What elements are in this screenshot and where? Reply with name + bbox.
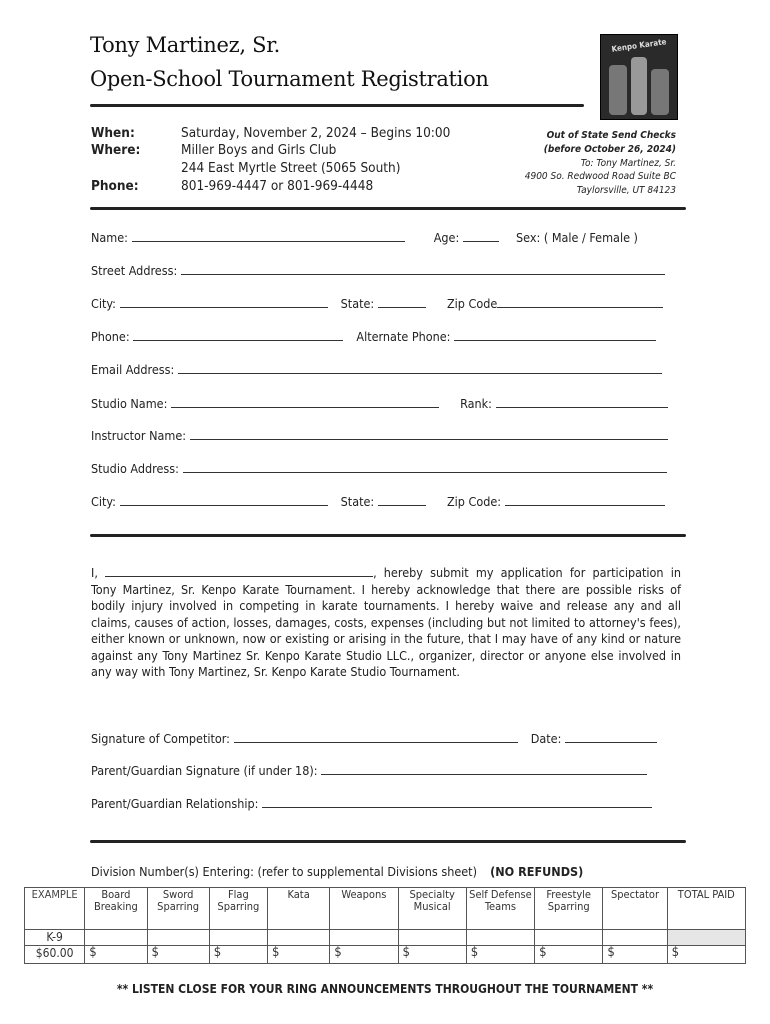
kata-amount[interactable]: $ [267, 946, 329, 964]
name-row [91, 230, 681, 245]
studio-state-label: State: [340, 494, 375, 509]
instructor-row [91, 428, 681, 443]
kenpo-karate-logo [600, 34, 678, 120]
header-weapons: Weapons [330, 888, 398, 930]
studio-city-label: City: [91, 494, 116, 509]
total-paid-shaded-cell [667, 930, 745, 946]
studio-city-row [91, 494, 681, 509]
guardian-relationship-row [91, 796, 681, 811]
city-row [91, 296, 681, 311]
zip-label: Zip Code [446, 296, 498, 311]
state-field[interactable] [378, 296, 426, 308]
phone-row [91, 329, 681, 344]
total-paid-amount[interactable]: $ [667, 946, 745, 964]
when-label: When: [91, 125, 135, 141]
mail-line-4: 4900 So. Redwood Road Suite BC [524, 171, 676, 182]
guardian-signature-label: Parent/Guardian Signature (if under 18): [91, 763, 318, 778]
waiver-lead: I, [91, 565, 98, 580]
mail-line-3: To: Tony Martinez, Sr. [580, 158, 676, 169]
competitor-signature-row [91, 731, 681, 746]
kata-division-cell[interactable] [267, 930, 329, 946]
email-row [91, 362, 681, 377]
example-division-number: K-9 [25, 930, 85, 946]
self-defense-division-cell[interactable] [466, 930, 534, 946]
competitor-signature-label: Signature of Competitor: [91, 731, 230, 746]
header-total-paid: TOTAL PAID [667, 888, 745, 930]
studio-zip-field[interactable] [505, 494, 665, 506]
signature-divider [90, 840, 686, 843]
mail-line-2: (before October 26, 2024) [543, 144, 676, 155]
header-specialty-musical: Specialty Musical [398, 888, 466, 930]
zip-field[interactable] [497, 296, 663, 308]
header-kata: Kata [267, 888, 329, 930]
city-label: City: [91, 296, 116, 311]
header-flag-sparring: Flag Sparring [209, 888, 267, 930]
instructor-field[interactable] [190, 428, 668, 440]
state-label: State: [340, 296, 375, 311]
street-field[interactable] [181, 263, 665, 275]
waiver-paragraph [91, 565, 681, 681]
title-divider [90, 104, 584, 107]
sword-sparring-division-cell[interactable] [147, 930, 209, 946]
weapons-amount[interactable]: $ [330, 946, 398, 964]
age-field[interactable] [463, 230, 499, 242]
self-defense-amount[interactable]: $ [466, 946, 534, 964]
sword-sparring-amount[interactable]: $ [147, 946, 209, 964]
date-label: Date: [530, 731, 562, 746]
guardian-signature-row [91, 763, 681, 778]
phone-label: Phone: [91, 178, 139, 194]
amount-row [25, 946, 746, 964]
waiver-text-1: , hereby submit my application for participation [373, 565, 664, 580]
name-field[interactable] [132, 230, 405, 242]
flag-sparring-amount[interactable]: $ [209, 946, 267, 964]
studio-field[interactable] [171, 396, 439, 408]
header-example: EXAMPLE [25, 888, 85, 930]
spectator-amount[interactable]: $ [603, 946, 667, 964]
ring-announcement-footer: ** LISTEN CLOSE FOR YOUR RING ANNOUNCEMENTS THROUGHOUT THE TOURNAMENT ** [116, 982, 654, 996]
mail-line-5: Taylorsville, UT 84123 [576, 185, 676, 196]
guardian-signature-field[interactable] [321, 763, 647, 775]
competitor-signature-field[interactable] [234, 731, 518, 743]
rank-label: Rank: [460, 396, 492, 411]
division-number-row [25, 930, 746, 946]
alt-phone-label: Alternate Phone: [356, 329, 451, 344]
sex-options[interactable]: Sex: ( Male / Female ) [516, 230, 638, 245]
email-field[interactable] [178, 362, 662, 374]
studio-city-field[interactable] [120, 494, 328, 506]
where-label: Where: [91, 142, 141, 158]
street-row [91, 263, 681, 278]
instructor-label: Instructor Name: [91, 428, 187, 443]
email-label: Email Address: [91, 362, 175, 377]
title-line-2: Open-School Tournament Registration [90, 67, 489, 91]
info-divider [90, 207, 686, 210]
where-value-2: 244 East Myrtle Street (5065 South) [181, 160, 401, 176]
flag-sparring-division-cell[interactable] [209, 930, 267, 946]
guardian-relationship-label: Parent/Guardian Relationship: [91, 796, 259, 811]
divisions-header-row [25, 888, 746, 930]
mail-line-1: Out of State Send Checks [546, 130, 676, 141]
title-line-1: Tony Martinez, Sr. [90, 33, 281, 57]
when-value: Saturday, November 2, 2024 – Begins 10:00 [181, 125, 451, 141]
studio-address-row [91, 461, 681, 476]
phone-field-label: Phone: [91, 329, 130, 344]
specialty-musical-amount[interactable]: $ [398, 946, 466, 964]
name-label: Name: [91, 230, 128, 245]
age-label: Age: [433, 230, 460, 245]
freestyle-sparring-division-cell[interactable] [535, 930, 603, 946]
studio-address-label: Studio Address: [91, 461, 179, 476]
waiver-text-2: in Tony Martinez, Sr. Kenpo Karate Tournament. I hereby acknowledge that there are possible risks of bodily injury involved in competing in karate tournaments. I hereby waive and release any and all claims, causes of action, losses, damages, costs, expenses (including but not limited to attorney's fees), either known or unknown, now or existing or arising in the future, that I may have of any kind or nature against any Tony Martinez Sr. Kenpo Karate Studio LLC., organizer, director or anyone else involved in any way with Tony Martinez, Sr. Kenpo Karate Studio Tournament. [91, 565, 681, 679]
form-divider [90, 534, 686, 537]
studio-row [91, 396, 681, 411]
divisions-table [24, 887, 746, 964]
where-value-1: Miller Boys and Girls Club [181, 142, 337, 158]
alt-phone-field[interactable] [454, 329, 656, 341]
phone-value: 801-969-4447 or 801-969-4448 [181, 178, 374, 194]
spectator-division-cell[interactable] [603, 930, 667, 946]
divisions-intro-row [91, 864, 681, 879]
date-field[interactable] [565, 731, 657, 743]
studio-label: Studio Name: [91, 396, 168, 411]
specialty-musical-division-cell[interactable] [398, 930, 466, 946]
participant-name-field[interactable] [105, 565, 373, 577]
header-sword-sparring: Sword Sparring [147, 888, 209, 930]
board-breaking-division-cell[interactable] [85, 930, 147, 946]
example-amount: $60.00 [25, 946, 85, 964]
board-breaking-amount[interactable]: $ [85, 946, 147, 964]
studio-zip-label: Zip Code: [446, 494, 502, 509]
phone-field[interactable] [133, 329, 343, 341]
header-spectator: Spectator [603, 888, 667, 930]
header-self-defense-teams: Self Defense Teams [466, 888, 534, 930]
freestyle-sparring-amount[interactable]: $ [535, 946, 603, 964]
divisions-intro: Division Number(s) Entering: (refer to supplemental Divisions sheet) [91, 864, 477, 879]
weapons-division-cell[interactable] [330, 930, 398, 946]
rank-field[interactable] [496, 396, 668, 408]
header-board-breaking: Board Breaking [85, 888, 147, 930]
logo-text: Kenpo Karate [611, 37, 667, 54]
guardian-relationship-field[interactable] [262, 796, 652, 808]
studio-state-field[interactable] [378, 494, 426, 506]
studio-address-field[interactable] [183, 461, 667, 473]
no-refunds-note: (NO REFUNDS) [490, 864, 584, 879]
city-field[interactable] [120, 296, 328, 308]
street-label: Street Address: [91, 263, 178, 278]
header-freestyle-sparring: Freestyle Sparring [535, 888, 603, 930]
